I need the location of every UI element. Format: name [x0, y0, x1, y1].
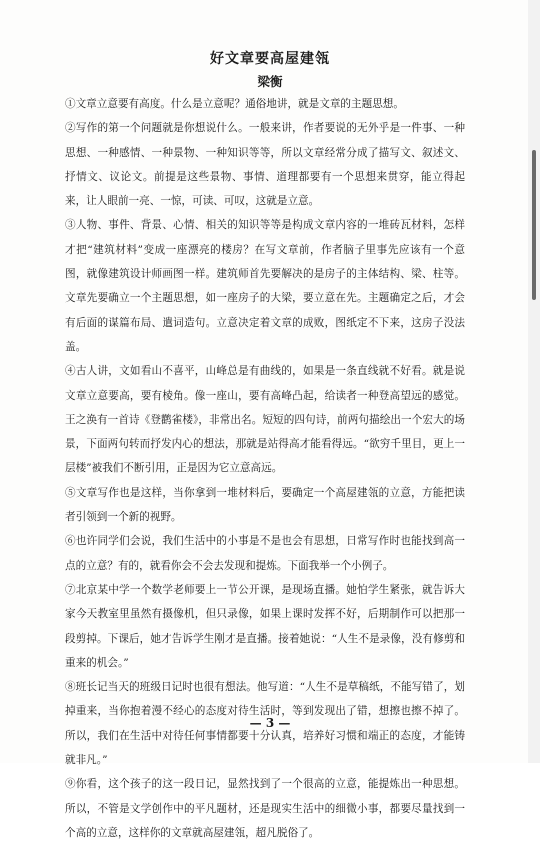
scrollbar-track[interactable] [528, 0, 540, 763]
paragraph-1: ①文章立意要有高度。什么是立意呢？通俗地讲，就是文章的主题思想。 [65, 98, 404, 110]
article-author: 梁衡 [257, 74, 283, 89]
paragraph-8: ⑧班长记当天的班级日记时也很有想法。他写道：“人生不是草稿纸，不能写错了，划掉重来，当你抱着漫不经心的态度对待生活时，等到发现出了错，想擦也擦不掉了。所以，我们在生活中对待任何事情都要十分认真，培养好习惯和端正的态度，才能铸就非凡。” [65, 681, 465, 767]
article-body [65, 92, 465, 845]
paragraph-4: ④古人讲，文如看山不喜平，山峰总是有曲线的，如果是一条直线就不好看。就是说文章立意要高，要有棱角。像一座山，要有高峰凸起，给读者一种登高望远的感觉。王之涣有一首诗《登鹳雀楼》，非常出名。短短的四句诗，前两句描绘出一个宏大的场景，下面两句转而抒发内心的想法，那就是站得高才能看得远。“欲穷千里目，更上一层楼”被我们不断引用，正是因为它立意高远。 [65, 365, 465, 475]
page-number: — 3 — [249, 716, 291, 730]
article-title: 好文章要高屋建瓴 [210, 51, 330, 67]
paragraph-7: ⑦北京某中学一个数学老师要上一节公开课，是现场直播。她怕学生紧张，就告诉大家今天教室里虽然有摄像机，但只录像，如果上课时发挥不好，后期制作可以把那一段剪掉。下课后，她才告诉学生刚才是直播。接着她说：“人生不是录像，没有修剪和重来的机会。” [65, 583, 465, 669]
paragraph-2: ②写作的第一个问题就是你想说什么。一般来讲，作者要说的无外乎是一件事、一种思想、一种感情、一种景物、一种知识等等，所以文章经常分成了描写文、叙述文、抒情文、议论文。前提是这些景物、事情、道理都要有一个思想来贯穿，能立得起来，让人眼前一亮、一惊，可读、可叹，这就是立意。 [65, 122, 465, 208]
paragraph-6: ⑥也许同学们会说，我们生活中的小事是不是也会有思想，日常写作时也能找到高一点的立意？有的，就看你会不会去发现和提炼。下面我举一个小例子。 [65, 535, 465, 572]
paragraph-3: ③人物、事件、背景、心情、相关的知识等等是构成文章内容的一堆砖瓦材料，怎样才把“建筑材料”变成一座漂亮的楼房？在写文章前，作者脑子里事先应该有一个意图，就像建筑设计师画图一样。建筑师首先要解决的是房子的主体结构、梁、柱等。文章先要确立一个主题思想，如一座房子的大梁，要立意在先。主题确定之后，才会有后面的谋篇布局、遣词造句。立意决定着文章的成败，图纸定不下来，这房子没法盖。 [65, 219, 465, 353]
scrollbar-thumb[interactable] [532, 150, 536, 300]
paragraph-9: ⑨你看，这个孩子的这一段日记，显然找到了一个很高的立意，能提炼出一种思想。所以，不管是文学创作中的平凡题材，还是现实生活中的细微小事，都要尽量找到一个高的立意，这样你的文章就高屋建瓴，超凡脱俗了。 [65, 778, 465, 839]
paragraph-5: ⑤文章写作也是这样，当你拿到一堆材料后，要确定一个高屋建瓴的立意，方能把读者引领到一个新的视野。 [65, 486, 465, 524]
